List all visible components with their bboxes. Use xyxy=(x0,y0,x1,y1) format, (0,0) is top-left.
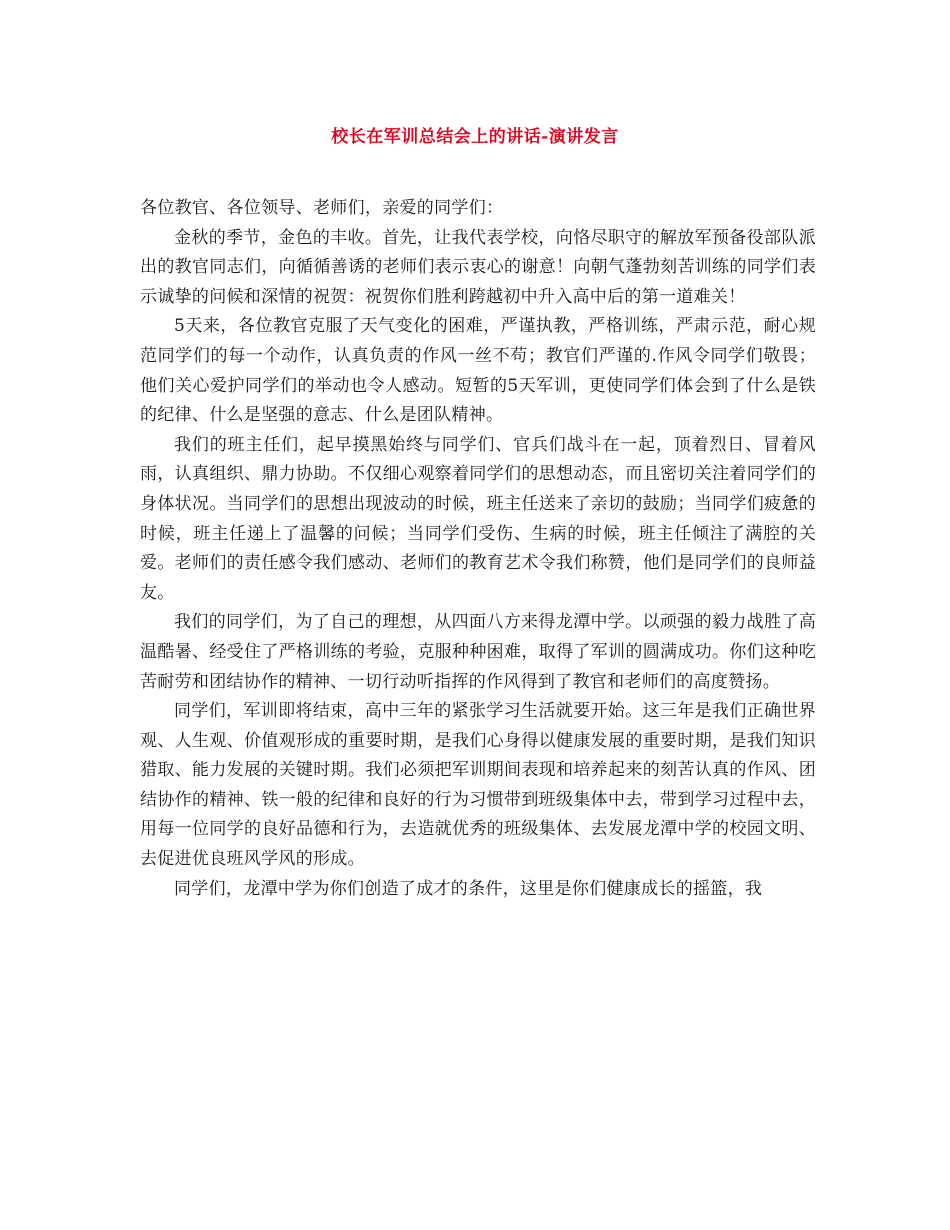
paragraph-4: 我们的同学们，为了自己的理想，从四面八方来得龙潭中学。以顽强的毅力战胜了高温酷暑、经受住了严格训练的考验，克服种种困难，取得了军训的圆满成功。你们这种吃苦耐劳和团结协作的精神、一切行动听指挥的作风得到了教官和老师们的高度赞扬。 xyxy=(140,612,816,692)
paragraph-1: 金秋的季节，金色的丰收。首先，让我代表学校，向恪尽职守的解放军预备役部队派出的教官同志们，向循循善诱的老师们表示衷心的谢意！向朝气蓬勃刻苦训练的同学们表示诚挚的问候和深情的祝贺：祝贺你们胜利跨越初中升入高中后的第一道难关！ xyxy=(140,227,816,307)
document-body xyxy=(140,194,816,904)
paragraph-6: 同学们，龙潭中学为你们创造了成才的条件，这里是你们健康成长的摇篮，我 xyxy=(174,878,763,899)
paragraph-2: 5天来，各位教官克服了天气变化的困难，严谨执教，严格训练，严肃示范，耐心规范同学们的每一个动作，认真负责的作风一丝不苟；教官们严谨的.作风令同学们敬畏；他们关心爱护同学们的举动也令人感动。短暂的5天军训，更使同学们体会到了什么是铁的纪律、什么是坚强的意志、什么是团队精神。 xyxy=(140,316,816,426)
paragraph-5: 同学们，军训即将结束，高中三年的紧张学习生活就要开始。这三年是我们正确世界观、人生观、价值观形成的重要时期，是我们心身得以健康发展的重要时期，是我们知识猎取、能力发展的关键时期。我们必须把军训期间表现和培养起来的刻苦认真的作风、团结协作的精神、铁一般的纪律和良好的行为习惯带到班级集体中去，带到学习过程中去，用每一位同学的良好品德和行为，去造就优秀的班级集体、去发展龙潭中学的校园文明、去促进优良班风学风的形成。 xyxy=(140,701,816,870)
document-title: 校长在军训总结会上的讲话-演讲发言 xyxy=(331,127,619,147)
paragraph-3: 我们的班主任们，起早摸黑始终与同学们、官兵们战斗在一起，顶着烈日、冒着风雨，认真组织、鼎力协助。不仅细心观察着同学们的思想动态，而且密切关注着同学们的身体状况。当同学们的思想出现波动的时候，班主任送来了亲切的鼓励；当同学们疲惫的时候，班主任递上了温馨的问候；当同学们受伤、生病的时候，班主任倾注了满腔的关爱。老师们的责任感令我们感动、老师们的教育艺术令我们称赞，他们是同学们的良师益友。 xyxy=(140,434,816,603)
greeting: 各位教官、各位领导、老师们，亲爱的同学们： xyxy=(140,198,504,218)
